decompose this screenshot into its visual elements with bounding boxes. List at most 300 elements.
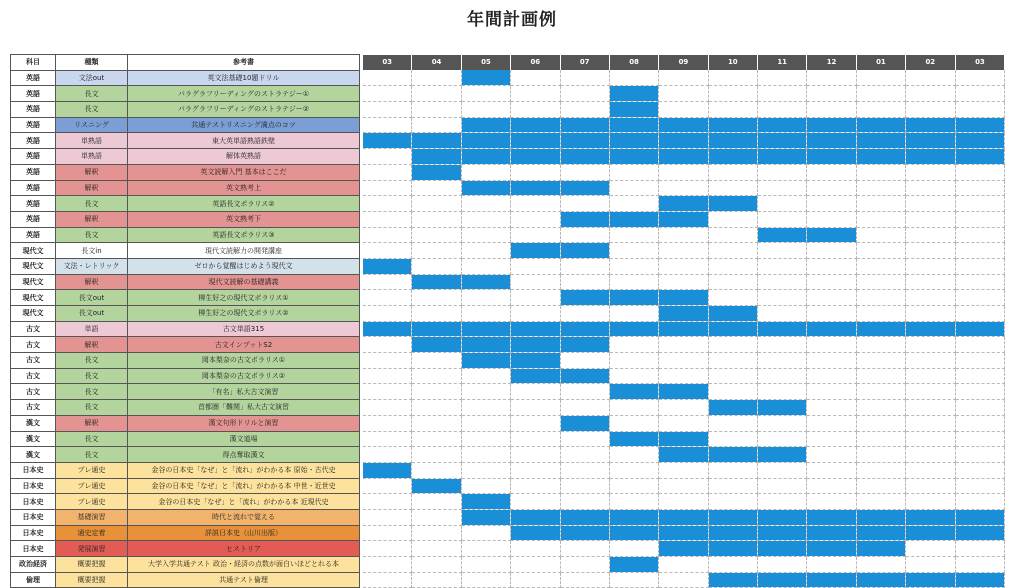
schedule-bar bbox=[363, 462, 412, 478]
schedule-cell bbox=[363, 525, 412, 541]
schedule-cell bbox=[511, 462, 560, 478]
schedule-cell bbox=[659, 494, 708, 510]
schedule-cell bbox=[363, 415, 412, 431]
schedule-bar bbox=[856, 117, 905, 133]
schedule-cell bbox=[461, 557, 510, 573]
schedule-cell bbox=[906, 353, 955, 369]
schedule-cell bbox=[412, 353, 461, 369]
schedule-cell bbox=[906, 274, 955, 290]
schedule-cell bbox=[758, 290, 807, 306]
schedule-cell bbox=[412, 117, 461, 133]
schedule-bar bbox=[659, 384, 708, 400]
schedule-bar bbox=[856, 541, 905, 557]
type-cell: 解釈 bbox=[56, 211, 128, 227]
subject-cell: 日本史 bbox=[11, 494, 56, 510]
plan-row bbox=[11, 321, 1005, 337]
schedule-cell bbox=[461, 86, 510, 102]
schedule-bar bbox=[461, 70, 510, 86]
schedule-bar bbox=[659, 525, 708, 541]
schedule-cell bbox=[511, 400, 560, 416]
subject-cell: 現代文 bbox=[11, 258, 56, 274]
schedule-cell bbox=[412, 196, 461, 212]
schedule-cell bbox=[412, 447, 461, 463]
schedule-bar bbox=[659, 133, 708, 149]
schedule-cell bbox=[560, 494, 609, 510]
schedule-cell bbox=[955, 447, 1004, 463]
subject-cell: 古文 bbox=[11, 384, 56, 400]
schedule-cell bbox=[659, 557, 708, 573]
schedule-bar bbox=[708, 525, 757, 541]
book-cell: 英文熟考上 bbox=[128, 180, 360, 196]
schedule-bar bbox=[758, 149, 807, 165]
schedule-cell bbox=[708, 368, 757, 384]
schedule-cell bbox=[807, 243, 856, 259]
schedule-cell bbox=[906, 431, 955, 447]
plan-row bbox=[11, 102, 1005, 118]
schedule-cell bbox=[609, 258, 658, 274]
type-cell: 長文 bbox=[56, 368, 128, 384]
schedule-cell bbox=[363, 494, 412, 510]
schedule-cell bbox=[363, 368, 412, 384]
schedule-bar bbox=[461, 337, 510, 353]
plan-row bbox=[11, 306, 1005, 322]
annual-plan-table bbox=[10, 54, 1005, 588]
type-cell: 解釈 bbox=[56, 164, 128, 180]
plan-row bbox=[11, 525, 1005, 541]
schedule-cell bbox=[560, 462, 609, 478]
schedule-cell bbox=[758, 243, 807, 259]
schedule-bar bbox=[609, 431, 658, 447]
schedule-cell bbox=[659, 102, 708, 118]
schedule-bar bbox=[609, 211, 658, 227]
schedule-cell bbox=[758, 211, 807, 227]
schedule-cell bbox=[955, 164, 1004, 180]
schedule-cell bbox=[906, 243, 955, 259]
schedule-bar bbox=[461, 117, 510, 133]
schedule-bar bbox=[461, 149, 510, 165]
schedule-cell bbox=[412, 70, 461, 86]
schedule-bar bbox=[659, 321, 708, 337]
type-cell: 長文out bbox=[56, 290, 128, 306]
schedule-bar bbox=[511, 321, 560, 337]
schedule-cell bbox=[758, 164, 807, 180]
schedule-cell bbox=[856, 494, 905, 510]
schedule-bar bbox=[560, 180, 609, 196]
schedule-cell bbox=[758, 462, 807, 478]
schedule-cell bbox=[659, 70, 708, 86]
subject-cell: 日本史 bbox=[11, 462, 56, 478]
schedule-cell bbox=[906, 70, 955, 86]
schedule-cell bbox=[659, 274, 708, 290]
schedule-cell bbox=[560, 557, 609, 573]
schedule-bar bbox=[708, 306, 757, 322]
schedule-cell bbox=[363, 227, 412, 243]
schedule-bar bbox=[906, 117, 955, 133]
type-header: 種類 bbox=[56, 55, 128, 71]
schedule-cell bbox=[511, 541, 560, 557]
schedule-cell bbox=[955, 258, 1004, 274]
schedule-cell bbox=[363, 557, 412, 573]
schedule-cell bbox=[955, 243, 1004, 259]
book-cell: 英語長文ポラリス③ bbox=[128, 227, 360, 243]
schedule-cell bbox=[856, 431, 905, 447]
book-cell: 時代と流れで覚える bbox=[128, 509, 360, 525]
schedule-cell bbox=[955, 494, 1004, 510]
schedule-cell bbox=[758, 368, 807, 384]
plan-row bbox=[11, 509, 1005, 525]
schedule-cell bbox=[659, 415, 708, 431]
schedule-bar bbox=[758, 117, 807, 133]
schedule-bar bbox=[511, 149, 560, 165]
subject-cell: 古文 bbox=[11, 368, 56, 384]
schedule-bar bbox=[758, 447, 807, 463]
subject-cell: 英語 bbox=[11, 117, 56, 133]
schedule-cell bbox=[412, 258, 461, 274]
type-cell: 概要把握 bbox=[56, 557, 128, 573]
schedule-cell bbox=[856, 196, 905, 212]
subject-cell: 日本史 bbox=[11, 509, 56, 525]
book-cell: 英語長文ポラリス② bbox=[128, 196, 360, 212]
schedule-cell bbox=[758, 415, 807, 431]
schedule-cell bbox=[363, 306, 412, 322]
schedule-cell bbox=[363, 447, 412, 463]
schedule-cell bbox=[511, 274, 560, 290]
schedule-cell bbox=[363, 180, 412, 196]
schedule-cell bbox=[363, 196, 412, 212]
type-cell: 解釈 bbox=[56, 337, 128, 353]
schedule-bar bbox=[659, 290, 708, 306]
schedule-cell bbox=[560, 478, 609, 494]
schedule-cell bbox=[906, 384, 955, 400]
schedule-bar bbox=[659, 431, 708, 447]
schedule-cell bbox=[461, 164, 510, 180]
subject-cell: 古文 bbox=[11, 321, 56, 337]
type-cell: 解釈 bbox=[56, 274, 128, 290]
schedule-bar bbox=[511, 243, 560, 259]
subject-cell: 日本史 bbox=[11, 478, 56, 494]
schedule-cell bbox=[412, 384, 461, 400]
schedule-cell bbox=[461, 211, 510, 227]
schedule-cell bbox=[511, 196, 560, 212]
schedule-bar bbox=[807, 227, 856, 243]
subject-cell: 英語 bbox=[11, 133, 56, 149]
schedule-bar bbox=[955, 525, 1004, 541]
type-cell: 文法・レトリック bbox=[56, 258, 128, 274]
schedule-cell bbox=[807, 306, 856, 322]
plan-row bbox=[11, 274, 1005, 290]
schedule-bar bbox=[511, 525, 560, 541]
schedule-cell bbox=[758, 102, 807, 118]
schedule-cell bbox=[560, 196, 609, 212]
schedule-cell bbox=[807, 447, 856, 463]
schedule-bar bbox=[906, 133, 955, 149]
schedule-cell bbox=[708, 274, 757, 290]
schedule-cell bbox=[609, 415, 658, 431]
subject-cell: 現代文 bbox=[11, 306, 56, 322]
schedule-cell bbox=[955, 337, 1004, 353]
book-cell: 共通テストリスニング満点のコツ bbox=[128, 117, 360, 133]
schedule-cell bbox=[708, 557, 757, 573]
subject-cell: 英語 bbox=[11, 196, 56, 212]
subject-cell: 日本史 bbox=[11, 525, 56, 541]
schedule-cell bbox=[609, 70, 658, 86]
schedule-cell bbox=[856, 227, 905, 243]
schedule-bar bbox=[609, 321, 658, 337]
schedule-cell bbox=[609, 400, 658, 416]
schedule-cell bbox=[906, 337, 955, 353]
schedule-cell bbox=[708, 227, 757, 243]
month-header: 07 bbox=[560, 55, 609, 71]
schedule-cell bbox=[412, 572, 461, 588]
schedule-cell bbox=[560, 541, 609, 557]
schedule-cell bbox=[461, 541, 510, 557]
schedule-cell bbox=[609, 196, 658, 212]
schedule-bar bbox=[560, 149, 609, 165]
plan-row bbox=[11, 462, 1005, 478]
schedule-bar bbox=[461, 180, 510, 196]
schedule-cell bbox=[363, 509, 412, 525]
schedule-cell bbox=[659, 243, 708, 259]
schedule-cell bbox=[461, 431, 510, 447]
schedule-bar bbox=[758, 525, 807, 541]
schedule-bar bbox=[708, 149, 757, 165]
schedule-bar bbox=[560, 321, 609, 337]
schedule-bar bbox=[659, 509, 708, 525]
schedule-cell bbox=[412, 525, 461, 541]
schedule-cell bbox=[461, 525, 510, 541]
book-cell: 現代文読解力の開発講座 bbox=[128, 243, 360, 259]
schedule-cell bbox=[906, 447, 955, 463]
subject-cell: 倫理 bbox=[11, 572, 56, 588]
schedule-cell bbox=[363, 164, 412, 180]
schedule-bar bbox=[461, 353, 510, 369]
subject-cell: 漢文 bbox=[11, 431, 56, 447]
schedule-cell bbox=[708, 258, 757, 274]
schedule-cell bbox=[708, 290, 757, 306]
schedule-cell bbox=[708, 384, 757, 400]
schedule-cell bbox=[856, 164, 905, 180]
schedule-cell bbox=[955, 415, 1004, 431]
schedule-cell bbox=[511, 431, 560, 447]
schedule-cell bbox=[609, 494, 658, 510]
schedule-bar bbox=[412, 478, 461, 494]
schedule-cell bbox=[412, 368, 461, 384]
type-cell: 解釈 bbox=[56, 415, 128, 431]
schedule-cell bbox=[461, 400, 510, 416]
schedule-bar bbox=[461, 133, 510, 149]
schedule-cell bbox=[461, 258, 510, 274]
schedule-cell bbox=[856, 353, 905, 369]
schedule-cell bbox=[412, 431, 461, 447]
schedule-cell bbox=[708, 86, 757, 102]
month-header: 01 bbox=[856, 55, 905, 71]
schedule-cell bbox=[363, 572, 412, 588]
schedule-cell bbox=[708, 102, 757, 118]
plan-row bbox=[11, 196, 1005, 212]
schedule-cell bbox=[856, 290, 905, 306]
schedule-cell bbox=[560, 86, 609, 102]
subject-cell: 英語 bbox=[11, 227, 56, 243]
schedule-cell bbox=[609, 164, 658, 180]
schedule-cell bbox=[461, 462, 510, 478]
schedule-cell bbox=[461, 415, 510, 431]
schedule-cell bbox=[560, 572, 609, 588]
plan-row bbox=[11, 478, 1005, 494]
schedule-bar bbox=[807, 117, 856, 133]
schedule-bar bbox=[955, 321, 1004, 337]
book-cell: 古文単語315 bbox=[128, 321, 360, 337]
schedule-cell bbox=[906, 494, 955, 510]
schedule-cell bbox=[856, 337, 905, 353]
schedule-bar bbox=[412, 149, 461, 165]
schedule-bar bbox=[609, 102, 658, 118]
schedule-cell bbox=[906, 415, 955, 431]
book-cell: 金谷の日本史「なぜ」と「流れ」がわかる本 原始・古代史 bbox=[128, 462, 360, 478]
schedule-cell bbox=[609, 572, 658, 588]
schedule-cell bbox=[363, 70, 412, 86]
book-cell: パラグラフリーディングのストラテジー① bbox=[128, 86, 360, 102]
schedule-cell bbox=[363, 384, 412, 400]
schedule-bar bbox=[363, 258, 412, 274]
schedule-cell bbox=[708, 478, 757, 494]
subject-cell: 古文 bbox=[11, 400, 56, 416]
schedule-bar bbox=[659, 196, 708, 212]
type-cell: 通史定着 bbox=[56, 525, 128, 541]
schedule-bar bbox=[708, 572, 757, 588]
book-cell: 漢文道場 bbox=[128, 431, 360, 447]
type-cell: 長文 bbox=[56, 447, 128, 463]
schedule-bar bbox=[659, 541, 708, 557]
schedule-cell bbox=[807, 290, 856, 306]
plan-row bbox=[11, 258, 1005, 274]
schedule-cell bbox=[659, 572, 708, 588]
subject-cell: 英語 bbox=[11, 164, 56, 180]
schedule-cell bbox=[363, 290, 412, 306]
plan-row bbox=[11, 541, 1005, 557]
month-header: 06 bbox=[511, 55, 560, 71]
schedule-cell bbox=[708, 431, 757, 447]
schedule-bar bbox=[758, 321, 807, 337]
schedule-cell bbox=[511, 227, 560, 243]
subject-cell: 英語 bbox=[11, 180, 56, 196]
schedule-cell bbox=[955, 86, 1004, 102]
schedule-cell bbox=[955, 290, 1004, 306]
schedule-cell bbox=[511, 164, 560, 180]
schedule-cell bbox=[461, 368, 510, 384]
schedule-bar bbox=[609, 133, 658, 149]
schedule-cell bbox=[708, 164, 757, 180]
schedule-cell bbox=[363, 102, 412, 118]
schedule-cell bbox=[955, 462, 1004, 478]
schedule-cell bbox=[461, 478, 510, 494]
schedule-bar bbox=[609, 525, 658, 541]
schedule-cell bbox=[758, 306, 807, 322]
schedule-cell bbox=[708, 337, 757, 353]
schedule-cell bbox=[363, 274, 412, 290]
subject-cell: 英語 bbox=[11, 86, 56, 102]
schedule-cell bbox=[758, 384, 807, 400]
schedule-cell bbox=[807, 557, 856, 573]
schedule-cell bbox=[412, 494, 461, 510]
schedule-bar bbox=[560, 133, 609, 149]
schedule-bar bbox=[856, 509, 905, 525]
plan-row bbox=[11, 180, 1005, 196]
book-cell: 現代文読解の基礎講義 bbox=[128, 274, 360, 290]
schedule-cell bbox=[412, 86, 461, 102]
schedule-cell bbox=[609, 306, 658, 322]
subject-cell: 古文 bbox=[11, 353, 56, 369]
schedule-cell bbox=[659, 258, 708, 274]
book-cell: 東大英単語熟語鉄壁 bbox=[128, 133, 360, 149]
subject-cell: 古文 bbox=[11, 337, 56, 353]
schedule-cell bbox=[955, 196, 1004, 212]
schedule-cell bbox=[856, 400, 905, 416]
plan-row bbox=[11, 557, 1005, 573]
schedule-cell bbox=[906, 462, 955, 478]
book-header: 参考書 bbox=[128, 55, 360, 71]
schedule-cell bbox=[560, 258, 609, 274]
schedule-cell bbox=[955, 557, 1004, 573]
schedule-cell bbox=[363, 337, 412, 353]
schedule-bar bbox=[412, 133, 461, 149]
schedule-bar bbox=[807, 321, 856, 337]
book-cell: 柳生好之の現代文ポラリス① bbox=[128, 290, 360, 306]
schedule-cell bbox=[511, 478, 560, 494]
month-header: 03 bbox=[955, 55, 1004, 71]
schedule-cell bbox=[856, 306, 905, 322]
schedule-bar bbox=[609, 509, 658, 525]
plan-row bbox=[11, 384, 1005, 400]
schedule-bar bbox=[807, 149, 856, 165]
schedule-cell bbox=[955, 541, 1004, 557]
schedule-cell bbox=[609, 368, 658, 384]
schedule-cell bbox=[856, 557, 905, 573]
schedule-bar bbox=[412, 337, 461, 353]
schedule-cell bbox=[955, 102, 1004, 118]
type-cell: 長文 bbox=[56, 384, 128, 400]
schedule-cell bbox=[758, 70, 807, 86]
schedule-cell bbox=[609, 478, 658, 494]
schedule-cell bbox=[560, 70, 609, 86]
schedule-cell bbox=[906, 557, 955, 573]
schedule-bar bbox=[708, 541, 757, 557]
schedule-cell bbox=[856, 243, 905, 259]
schedule-bar bbox=[511, 353, 560, 369]
schedule-cell bbox=[807, 384, 856, 400]
schedule-cell bbox=[906, 258, 955, 274]
schedule-cell bbox=[807, 415, 856, 431]
schedule-cell bbox=[461, 290, 510, 306]
book-cell: 解体英熟語 bbox=[128, 149, 360, 165]
schedule-cell bbox=[955, 353, 1004, 369]
schedule-cell bbox=[363, 243, 412, 259]
schedule-bar bbox=[708, 509, 757, 525]
schedule-cell bbox=[807, 196, 856, 212]
schedule-bar bbox=[560, 290, 609, 306]
plan-row bbox=[11, 447, 1005, 463]
schedule-cell bbox=[511, 102, 560, 118]
schedule-bar bbox=[708, 133, 757, 149]
type-cell: 基礎演習 bbox=[56, 509, 128, 525]
schedule-cell bbox=[412, 180, 461, 196]
schedule-cell bbox=[363, 149, 412, 165]
schedule-cell bbox=[807, 86, 856, 102]
schedule-cell bbox=[708, 211, 757, 227]
schedule-cell bbox=[659, 227, 708, 243]
schedule-cell bbox=[758, 86, 807, 102]
subject-cell: 英語 bbox=[11, 102, 56, 118]
book-cell: ゼロから覚醒はじめよう現代文 bbox=[128, 258, 360, 274]
